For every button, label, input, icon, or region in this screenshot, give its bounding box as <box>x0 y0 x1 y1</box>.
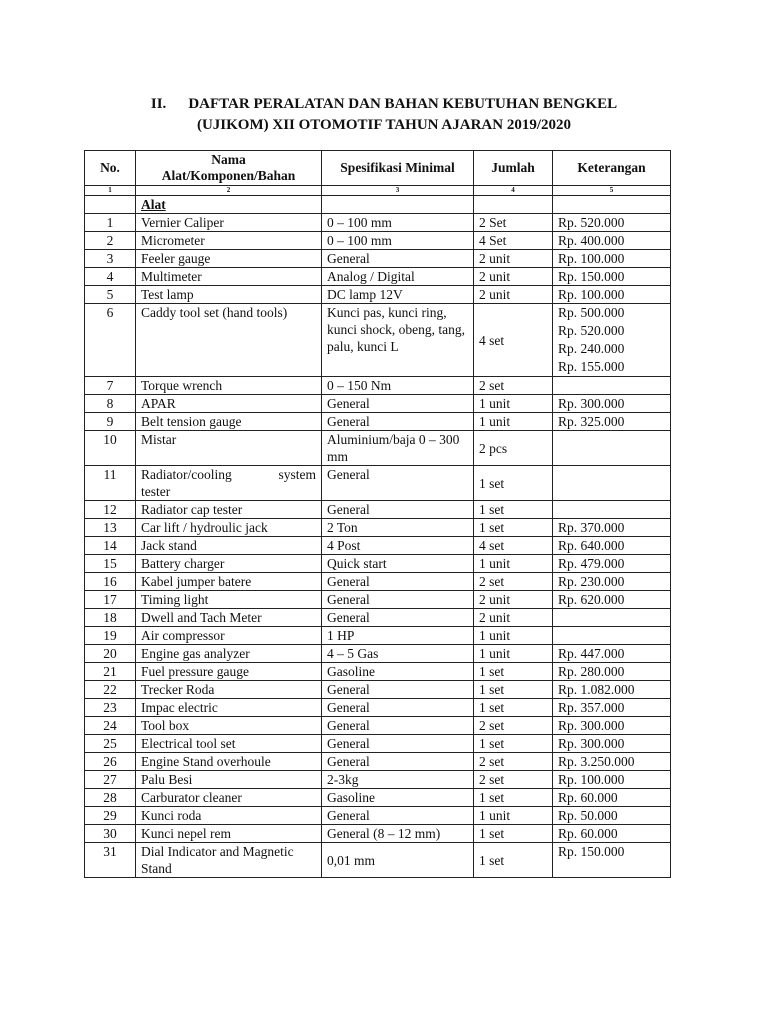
table-row <box>85 431 671 466</box>
section-cell-empty <box>85 196 136 214</box>
row-nama: Torque wrench <box>136 377 322 395</box>
row-spek: General <box>322 753 474 771</box>
table-row <box>85 789 671 807</box>
table-row <box>85 753 671 771</box>
row-no: 30 <box>85 825 136 843</box>
row-spek: General <box>322 807 474 825</box>
row-nama: Engine gas analyzer <box>136 645 322 663</box>
row-no: 23 <box>85 699 136 717</box>
row-nama: Jack stand <box>136 537 322 555</box>
row-ket: Rp. 300.000 <box>553 735 671 753</box>
row-spek: 4 – 5 Gas <box>322 645 474 663</box>
row-nama-word: system <box>278 467 316 482</box>
row-ket: Rp. 640.000 <box>553 537 671 555</box>
row-nama: Impac electric <box>136 699 322 717</box>
row-nama: Mistar <box>136 431 322 466</box>
row-spek: 0 – 100 mm <box>322 214 474 232</box>
row-jumlah: 1 set <box>474 735 553 753</box>
row-nama-line-1: Dial Indicator and Magnetic <box>141 844 294 859</box>
row-jumlah: 1 set <box>474 699 553 717</box>
column-index: 1 <box>85 186 136 196</box>
row-spek: 0,01 mm <box>322 843 474 878</box>
column-index: 3 <box>322 186 474 196</box>
row-jumlah: 1 unit <box>474 395 553 413</box>
row-ket: Rp. 447.000 <box>553 645 671 663</box>
row-spek: 4 Post <box>322 537 474 555</box>
row-spek: General <box>322 735 474 753</box>
row-ket <box>553 304 671 377</box>
row-spek: 0 – 100 mm <box>322 232 474 250</box>
row-nama: Car lift / hydroulic jack <box>136 519 322 537</box>
row-nama: Test lamp <box>136 286 322 304</box>
section-row <box>85 196 671 214</box>
row-no: 12 <box>85 501 136 519</box>
row-no: 8 <box>85 395 136 413</box>
row-nama: Feeler gauge <box>136 250 322 268</box>
row-nama: Engine Stand overhoule <box>136 753 322 771</box>
row-spek: General <box>322 573 474 591</box>
row-ket: Rp. 357.000 <box>553 699 671 717</box>
row-no: 16 <box>85 573 136 591</box>
title-line-1 <box>0 94 768 115</box>
row-jumlah: 1 set <box>474 519 553 537</box>
row-jumlah: 1 unit <box>474 645 553 663</box>
table-row <box>85 501 671 519</box>
column-index-row <box>85 186 671 196</box>
row-nama <box>136 843 322 878</box>
row-no: 22 <box>85 681 136 699</box>
header-jumlah: Jumlah <box>474 151 553 186</box>
section-label: Alat <box>141 197 166 212</box>
row-no: 20 <box>85 645 136 663</box>
row-jumlah: 2 unit <box>474 250 553 268</box>
row-spek: General <box>322 699 474 717</box>
table-row <box>85 214 671 232</box>
table-row <box>85 537 671 555</box>
section-cell-empty <box>553 196 671 214</box>
row-nama: Radiator cap tester <box>136 501 322 519</box>
row-nama: Kabel jumper batere <box>136 573 322 591</box>
header-no: No. <box>85 151 136 186</box>
table-row <box>85 250 671 268</box>
row-spek: Analog / Digital <box>322 268 474 286</box>
table-row <box>85 591 671 609</box>
row-jumlah: 1 unit <box>474 807 553 825</box>
row-ket: Rp. 60.000 <box>553 825 671 843</box>
row-nama: Battery charger <box>136 555 322 573</box>
row-no: 27 <box>85 771 136 789</box>
row-no: 28 <box>85 789 136 807</box>
row-nama: Fuel pressure gauge <box>136 663 322 681</box>
row-jumlah: 1 set <box>474 466 553 501</box>
table-row <box>85 268 671 286</box>
row-nama: Carburator cleaner <box>136 789 322 807</box>
row-spek: General <box>322 466 474 501</box>
row-spek: General <box>322 717 474 735</box>
table-row <box>85 645 671 663</box>
table-row <box>85 807 671 825</box>
table-row <box>85 735 671 753</box>
table-row <box>85 466 671 501</box>
row-nama: Palu Besi <box>136 771 322 789</box>
equipment-table <box>84 150 671 878</box>
row-jumlah: 1 set <box>474 501 553 519</box>
column-index: 2 <box>136 186 322 196</box>
row-ket-price: Rp. 500.000 <box>558 305 625 320</box>
row-no: 19 <box>85 627 136 645</box>
table-row <box>85 395 671 413</box>
header-keterangan: Keterangan <box>553 151 671 186</box>
header-nama-line-2: Alat/Komponen/Bahan <box>161 168 296 183</box>
row-no: 5 <box>85 286 136 304</box>
row-no: 25 <box>85 735 136 753</box>
row-no: 26 <box>85 753 136 771</box>
row-spek: General <box>322 395 474 413</box>
section-cell-empty <box>322 196 474 214</box>
row-jumlah: 2 unit <box>474 609 553 627</box>
row-spek: 2 Ton <box>322 519 474 537</box>
row-ket <box>553 501 671 519</box>
row-no: 9 <box>85 413 136 431</box>
table-row <box>85 771 671 789</box>
row-no: 7 <box>85 377 136 395</box>
row-nama: Trecker Roda <box>136 681 322 699</box>
row-ket: Rp. 3.250.000 <box>553 753 671 771</box>
row-ket: Rp. 60.000 <box>553 789 671 807</box>
row-nama: APAR <box>136 395 322 413</box>
row-no: 14 <box>85 537 136 555</box>
row-nama: Air compressor <box>136 627 322 645</box>
row-ket <box>553 466 671 501</box>
row-jumlah: 2 unit <box>474 286 553 304</box>
row-spek: Gasoline <box>322 789 474 807</box>
table-row <box>85 519 671 537</box>
row-spek: General <box>322 413 474 431</box>
row-nama: Electrical tool set <box>136 735 322 753</box>
section-number: II. <box>150 96 167 112</box>
header-nama <box>136 151 322 186</box>
row-no: 15 <box>85 555 136 573</box>
section-label-cell <box>136 196 322 214</box>
row-spek: Gasoline <box>322 663 474 681</box>
row-jumlah: 1 set <box>474 663 553 681</box>
table-row <box>85 681 671 699</box>
header-nama-line-1: Nama <box>211 152 246 167</box>
table-row <box>85 609 671 627</box>
row-nama: Timing light <box>136 591 322 609</box>
row-no: 11 <box>85 466 136 501</box>
row-no: 17 <box>85 591 136 609</box>
row-jumlah: 4 set <box>474 304 553 377</box>
row-no: 18 <box>85 609 136 627</box>
row-ket: Rp. 620.000 <box>553 591 671 609</box>
row-nama: Kunci roda <box>136 807 322 825</box>
row-jumlah: 2 set <box>474 377 553 395</box>
row-jumlah: 1 unit <box>474 627 553 645</box>
row-ket: Rp. 50.000 <box>553 807 671 825</box>
title-line-2: (UJIKOM) XII OTOMOTIF TAHUN AJARAN 2019/2020 <box>196 117 572 133</box>
column-index: 4 <box>474 186 553 196</box>
row-spek: General <box>322 591 474 609</box>
row-nama: Multimeter <box>136 268 322 286</box>
row-jumlah: 2 set <box>474 771 553 789</box>
row-spek: 1 HP <box>322 627 474 645</box>
document-title <box>0 94 768 136</box>
row-ket-price: Rp. 155.000 <box>558 359 625 374</box>
row-spek: General <box>322 250 474 268</box>
table-row <box>85 825 671 843</box>
section-cell-empty <box>474 196 553 214</box>
row-jumlah: 2 pcs <box>474 431 553 466</box>
row-no: 4 <box>85 268 136 286</box>
row-ket <box>553 431 671 466</box>
row-no: 1 <box>85 214 136 232</box>
row-spek: Quick start <box>322 555 474 573</box>
row-no: 10 <box>85 431 136 466</box>
row-jumlah: 4 set <box>474 537 553 555</box>
row-jumlah: 1 set <box>474 681 553 699</box>
row-jumlah: 2 unit <box>474 268 553 286</box>
row-jumlah: 1 set <box>474 789 553 807</box>
table-row <box>85 843 671 878</box>
row-spek: General <box>322 681 474 699</box>
row-nama: Tool box <box>136 717 322 735</box>
row-jumlah: 4 Set <box>474 232 553 250</box>
table-header-row <box>85 151 671 186</box>
row-ket: Rp. 100.000 <box>553 250 671 268</box>
row-jumlah: 1 unit <box>474 555 553 573</box>
row-no: 6 <box>85 304 136 377</box>
row-ket: Rp. 100.000 <box>553 286 671 304</box>
row-no: 31 <box>85 843 136 878</box>
row-ket-price: Rp. 240.000 <box>558 341 625 356</box>
table-row <box>85 627 671 645</box>
row-jumlah: 2 Set <box>474 214 553 232</box>
row-nama: Vernier Caliper <box>136 214 322 232</box>
table-row <box>85 717 671 735</box>
row-ket <box>553 627 671 645</box>
row-spek: General (8 – 12 mm) <box>322 825 474 843</box>
table-row <box>85 304 671 377</box>
row-ket: Rp. 520.000 <box>553 214 671 232</box>
row-nama-word: Radiator/cooling <box>141 467 232 482</box>
row-ket: Rp. 280.000 <box>553 663 671 681</box>
table-row <box>85 413 671 431</box>
row-ket <box>553 609 671 627</box>
row-no: 13 <box>85 519 136 537</box>
row-nama: Caddy tool set (hand tools) <box>136 304 322 377</box>
column-index: 5 <box>553 186 671 196</box>
row-nama-line-2: tester <box>141 484 171 499</box>
row-nama-line-1 <box>141 466 316 483</box>
row-ket: Rp. 479.000 <box>553 555 671 573</box>
table-row <box>85 699 671 717</box>
row-no: 3 <box>85 250 136 268</box>
row-spek: General <box>322 501 474 519</box>
table-row <box>85 377 671 395</box>
row-spek: 2-3kg <box>322 771 474 789</box>
row-no: 24 <box>85 717 136 735</box>
row-no: 29 <box>85 807 136 825</box>
row-jumlah: 2 unit <box>474 591 553 609</box>
table-row <box>85 573 671 591</box>
row-jumlah: 2 set <box>474 573 553 591</box>
title-text-1: DAFTAR PERALATAN DAN BAHAN KEBUTUHAN BENGKEL <box>188 96 618 112</box>
row-spek: DC lamp 12V <box>322 286 474 304</box>
row-jumlah: 1 set <box>474 843 553 878</box>
row-spek: Kunci pas, kunci ring, kunci shock, obeng, tang, palu, kunci L <box>322 304 474 377</box>
row-nama: Dwell and Tach Meter <box>136 609 322 627</box>
row-ket: Rp. 150.000 <box>553 268 671 286</box>
row-ket: Rp. 150.000 <box>553 843 671 878</box>
row-spek: General <box>322 609 474 627</box>
row-nama: Micrometer <box>136 232 322 250</box>
row-nama: Belt tension gauge <box>136 413 322 431</box>
row-nama: Kunci nepel rem <box>136 825 322 843</box>
row-jumlah: 1 set <box>474 825 553 843</box>
row-ket: Rp. 1.082.000 <box>553 681 671 699</box>
row-ket: Rp. 400.000 <box>553 232 671 250</box>
table-row <box>85 286 671 304</box>
row-no: 21 <box>85 663 136 681</box>
row-ket: Rp. 325.000 <box>553 413 671 431</box>
row-ket: Rp. 230.000 <box>553 573 671 591</box>
row-ket: Rp. 300.000 <box>553 395 671 413</box>
table-row <box>85 663 671 681</box>
row-no: 2 <box>85 232 136 250</box>
row-spek: 0 – 150 Nm <box>322 377 474 395</box>
row-jumlah: 1 unit <box>474 413 553 431</box>
row-jumlah: 2 set <box>474 717 553 735</box>
table-row <box>85 555 671 573</box>
header-spesifikasi: Spesifikasi Minimal <box>322 151 474 186</box>
row-ket <box>553 377 671 395</box>
table-row <box>85 232 671 250</box>
row-ket-price: Rp. 520.000 <box>558 323 625 338</box>
row-jumlah: 2 set <box>474 753 553 771</box>
row-ket: Rp. 370.000 <box>553 519 671 537</box>
row-ket: Rp. 300.000 <box>553 717 671 735</box>
row-spek: Aluminium/baja 0 – 300 mm <box>322 431 474 466</box>
row-ket: Rp. 100.000 <box>553 771 671 789</box>
row-nama-line-2: Stand <box>141 861 172 876</box>
row-nama <box>136 466 322 501</box>
